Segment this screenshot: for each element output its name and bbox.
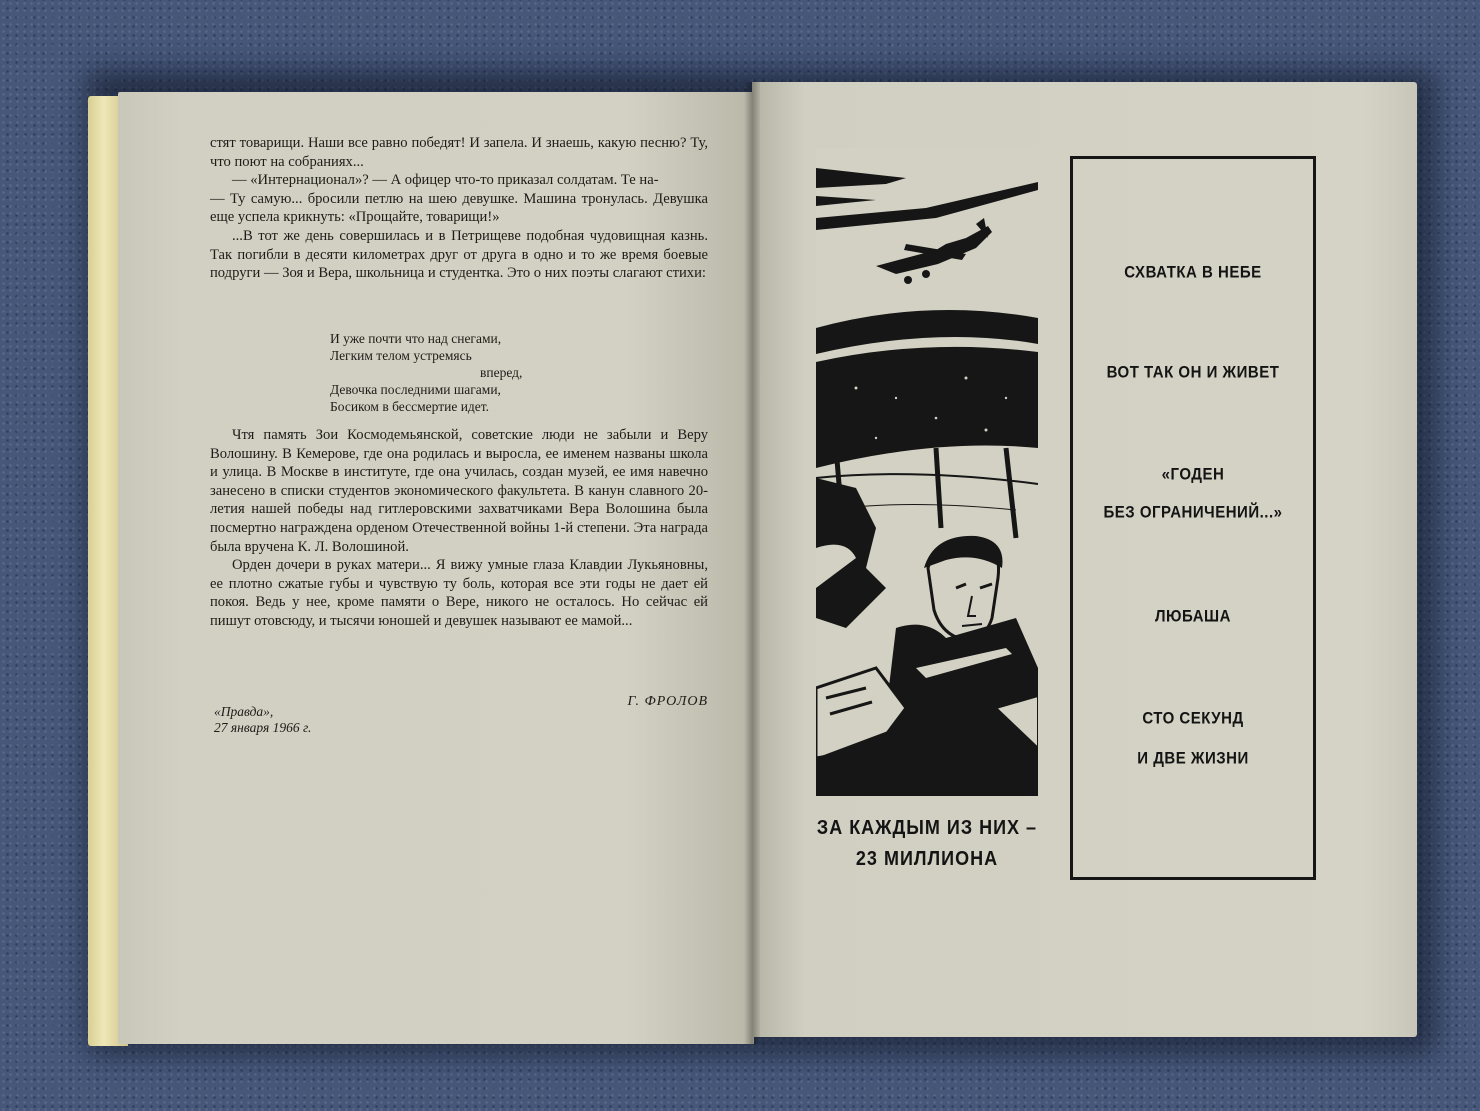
contents-item: БЕЗ ОГРАНИЧЕНИЙ...» <box>1103 503 1283 522</box>
poem <box>330 330 590 415</box>
source-citation <box>214 704 311 736</box>
contents-item: ВОТ ТАК ОН И ЖИВЕТ <box>1106 363 1280 382</box>
paragraph: Орден дочери в руках матери... Я вижу умные глаза Клавдии Лукьяновны, ее плотно сжатые губы и чувствую ту боль, которая все эти годы не дает ей покоя. Ведь у нее, кроме памяти о Вере, никого не осталось. Но сейчас ей пишут отовсюду, и тысячи юношей и девушек называют ее мамой... <box>210 557 708 629</box>
poem-line: И уже почти что над снегами, <box>330 331 502 346</box>
contents-box <box>1070 156 1316 880</box>
poem-line: Легким телом устремясь <box>330 348 472 363</box>
paragraph: Чтя память Зои Космодемьянской, советские люди не забыли и Веру Волошину. В Кемерове, где она родилась и выросла, ее именем названы школа и улица. В Москве в институте, где она училась, создан музей, ее имя навечно занесено в списки студентов экономического факультета. В канун славного 20-летия нашей победы над гитлеровскими захватчиками Вера Волошина была посмертно награждена орденом Отечественной войны 1-й степени. Эта награда была вручена К. Л. Волошиной. <box>210 427 708 555</box>
caption-line: ЗА КАЖДЫМ ИЗ НИХ – <box>816 815 1038 839</box>
paragraph: — «Интернационал»? — А офицер что-то приказал солдатам. Те на- <box>232 172 659 189</box>
poem-line: Девочка последними шагами, <box>330 382 501 397</box>
left-page-text-bottom <box>210 426 708 631</box>
left-page-text-top <box>210 134 708 283</box>
source-name: «Правда», <box>214 704 274 719</box>
paragraph: ...В тот же день совершилась и в Петрищеве подобная чудовищная казнь. Так погибли в десяти километрах друг от друга в одно и то же время боевые подруги — Зоя и Вера, школьница и студентка. Это о них поэты слагают стихи: <box>210 227 708 282</box>
paragraph: стят товарищи. Наши все равно победят! И запела. И знаешь, какую песню? Ту, что поют на собраниях... <box>210 135 708 170</box>
contents-item: СТО СЕКУНД <box>1142 709 1244 728</box>
contents-item: СХВАТКА В НЕБЕ <box>1124 263 1262 282</box>
paragraph: — Ту самую... бросили петлю на шею девушке. Машина тронулась. Девушка еще успела крикнуть: «Прощайте, товарищи!» <box>210 190 708 226</box>
poem-line: Босиком в бессмертие идет. <box>330 399 490 414</box>
contents-item: И ДВЕ ЖИЗНИ <box>1137 749 1249 768</box>
contents-item: ЛЮБАША <box>1155 607 1231 626</box>
illustration-caption <box>816 812 1038 874</box>
woodcut-illustration <box>816 148 1038 796</box>
contents-item: «ГОДЕН <box>1161 465 1225 484</box>
source-date: 27 января 1966 г. <box>214 720 312 735</box>
author-signature: Г. ФРОЛОВ <box>627 694 708 709</box>
book-gutter <box>744 82 760 1044</box>
caption-line: 23 МИЛЛИОНА <box>855 846 999 870</box>
poem-line: вперед, <box>480 365 523 380</box>
